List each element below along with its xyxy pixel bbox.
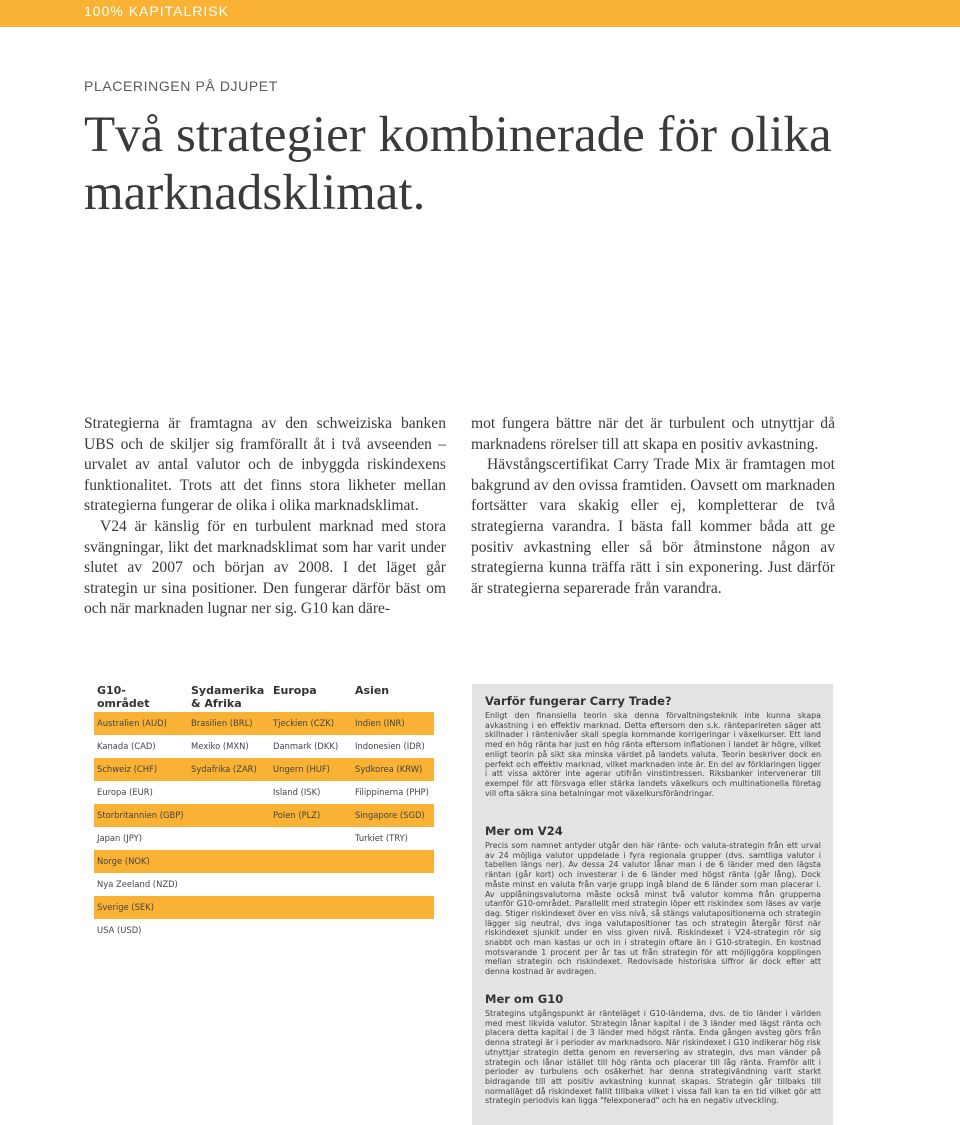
table-row (94, 758, 434, 781)
table-row (94, 850, 434, 873)
table-cell: Mexiko (MXN) (191, 741, 249, 751)
table-cell: Europa (EUR) (97, 787, 153, 797)
sidebar-section-v24 (485, 824, 821, 977)
header-asia: Asien (355, 684, 390, 697)
table-cell: Schweiz (CHF) (97, 764, 158, 774)
table-cell: Singapore (SGD) (355, 810, 425, 820)
table-row (94, 827, 434, 850)
table-cell: Filippinerna (PHP) (355, 787, 429, 797)
table-cell: Kanada (CAD) (97, 741, 156, 751)
currency-table (94, 684, 434, 942)
table-row (94, 873, 434, 896)
sidebar-text: Precis som namnet antyder utgår den här ränte- och valuta-strategin från ett urval av 24 möjliga valutor uppdelade i fyra regionala grupper (dvs. samtliga valutor i tabellen längs ner). Av dessa 24 valutor lånar man i de 6 länder med den lägsta räntan (går kort) och investerar i de 6 länder med högst ränta (går lång). Dock måste minst en valuta från varje grupp ingå bland de 6 länder som man placerar i. Av upplåningsvalutorna måste också minst två valutor komma från grupperna utanför G10-området. Parallellt med strategin löper ett riskindex som läses av varje dag. Stiger riskindexet över en viss nivå, så stängs valutapositionerna och strategin lägger sig neutral, dvs inga valutapositioner tas och strategin återgår först när riskindexet sjunkit under en viss given nivå. Riskindexet i V24-strategin rör sig snabbt och man kastas ur och in i strategin oftare än i G10-strategin. En kostnad motsvarande 1 procent per år tas ut från strategin för att möjliggöra kopplingen mellan strategin och riskindexet. Redovisade historiska siffror är dock efter att denna kostnad är avdragen. (485, 841, 821, 977)
table-cell: USA (USD) (97, 925, 142, 935)
body-column-right (471, 414, 835, 599)
header-g10: G10-området (97, 684, 150, 710)
sidebar-text: Enligt den finansiella teorin ska denna förvaltningsteknik inte kunna skapa avkastning i en effektiv marknad. Detta eftersom den s.k. ränteparireten säger att skillnader i räntenivåer skall spegla kommande korrigeringar i växelkurser. Ett land med en hög ränta har just en hög ränta eftersom inflationen i landet är högre, vilket enligt teorin på sikt ska minska värdet på landets valuta. Teorin beskriver dock en perfekt och effektiv marknad, vilket marknaden inte är. En del av förklaringen ligger i att vissa aktörer inte agerar utifrån vinstintressen. Riksbanker intervenerar till exempel för att försvaga eller stärka landets växelkurs och multinationella företag vill ofta säkra sina betalningar mot växelkursförändringar. (485, 711, 821, 798)
sidebar-text: Strategins utgångspunkt är ränteläget i G10-länderna, dvs. de tio länder i världen med mest likvida valutor. Strategin lånar kapital i de 3 länder med lägst ränta och placera detta kapital i de 3 länder med högst ränta. Enda gången avsteg görs från denna strategi är i perioder av marknadsoro. När riskindexet i G10 indikerar hög risk utnyttjar strategin detta genom en reversering av strategin, dvs man vänder på strategin och lånar istället till hög ränta och placerar till låg ränta. Framför allt i perioder av turbulens och osäkerhet har denna strategivändning varit starkt bidragande till att positiv avkastning kunnat skapas. Strategin går tillbaks till normalläget då riskindexet fallit tillbaka vilket i vissa fall kan ta en tid vilket gör att strategin periodvis kan ligga "felexponerad" och ha en negativ utveckling. (485, 1009, 821, 1106)
sidebar-section-carry-trade (485, 694, 821, 798)
section-label: PLACERINGEN PÅ DJUPET (84, 78, 278, 94)
table-cell: Brasilien (BRL) (191, 718, 253, 728)
banner-label: 100% KAPITALRISK (84, 3, 229, 19)
page-title: Två strategier kombinerade för olika marknadsklimat. (84, 107, 832, 221)
table-cell: Sydafrika (ZAR) (191, 764, 257, 774)
top-banner (0, 0, 960, 27)
sidebar-section-g10 (485, 992, 821, 1106)
body-column-left (84, 414, 446, 620)
table-row (94, 919, 434, 942)
table-cell: Danmark (DKK) (273, 741, 339, 751)
table-cell: Sydkorea (KRW) (355, 764, 423, 774)
table-cell: Indien (INR) (355, 718, 405, 728)
table-header (94, 684, 434, 712)
table-cell: Polen (PLZ) (273, 810, 321, 820)
table-cell: Japan (JPY) (97, 833, 143, 843)
table-row (94, 781, 434, 804)
body-paragraph: Hävstångscertifikat Carry Trade Mix är framtagen mot bakgrund av den ovissa framtiden. Oavsett om marknaden fortsätter vara skakig eller ej, kompletterar de två strategierna varandra. I bästa fall kommer båda att ge positiv avkastning eller så bör åtminstone någon av strategierna kunna träffa rätt i sin exponering. Just därför är strategierna separerade från varandra. (471, 456, 835, 597)
sidebar-heading: Varför fungerar Carry Trade? (485, 694, 672, 708)
table-cell: Storbritannien (GBP) (97, 810, 184, 820)
table-cell: Indonesien (IDR) (355, 741, 425, 751)
body-paragraph: mot fungera bättre när det är turbulent och utnyttjar då marknadens rörelser till att skapa en positiv avkastning. (471, 415, 835, 453)
table-cell: Sverige (SEK) (97, 902, 154, 912)
table-cell: Nya Zeeland (NZD) (97, 879, 178, 889)
table-cell: Tjeckien (CZK) (273, 718, 335, 728)
table-cell: Island (ISK) (273, 787, 321, 797)
table-body (94, 712, 434, 942)
table-cell: Turkiet (TRY) (355, 833, 408, 843)
body-paragraph: Strategierna är framtagna av den schweiziska banken UBS och de skiljer sig framförallt åt i två avseenden – urvalet av antal valutor och de inbyggda riskindexens funktionalitet. Trots att det finns stora likheter mellan strategierna fungerar de olika i olika marknadsklimat. (84, 415, 446, 515)
header-south-america-africa: Sydamerika & Afrika (191, 684, 265, 710)
info-sidebar (472, 684, 833, 1125)
table-row (94, 896, 434, 919)
table-row (94, 735, 434, 758)
table-cell: Australien (AUD) (97, 718, 167, 728)
sidebar-heading: Mer om V24 (485, 824, 563, 838)
table-cell: Ungern (HUF) (273, 764, 330, 774)
table-row (94, 804, 434, 827)
header-europe: Europa (273, 684, 317, 697)
sidebar-heading: Mer om G10 (485, 992, 564, 1006)
table-row (94, 712, 434, 735)
table-cell: Norge (NOK) (97, 856, 150, 866)
body-paragraph: V24 är känslig för en turbulent marknad med stora svängningar, likt det marknadsklimat som har varit under slutet av 2007 och början av 2008. I det läget går strategin ur sina positioner. Den fungerar därför bäst om och när marknaden lugnar ner sig. G10 kan däre- (84, 517, 446, 618)
